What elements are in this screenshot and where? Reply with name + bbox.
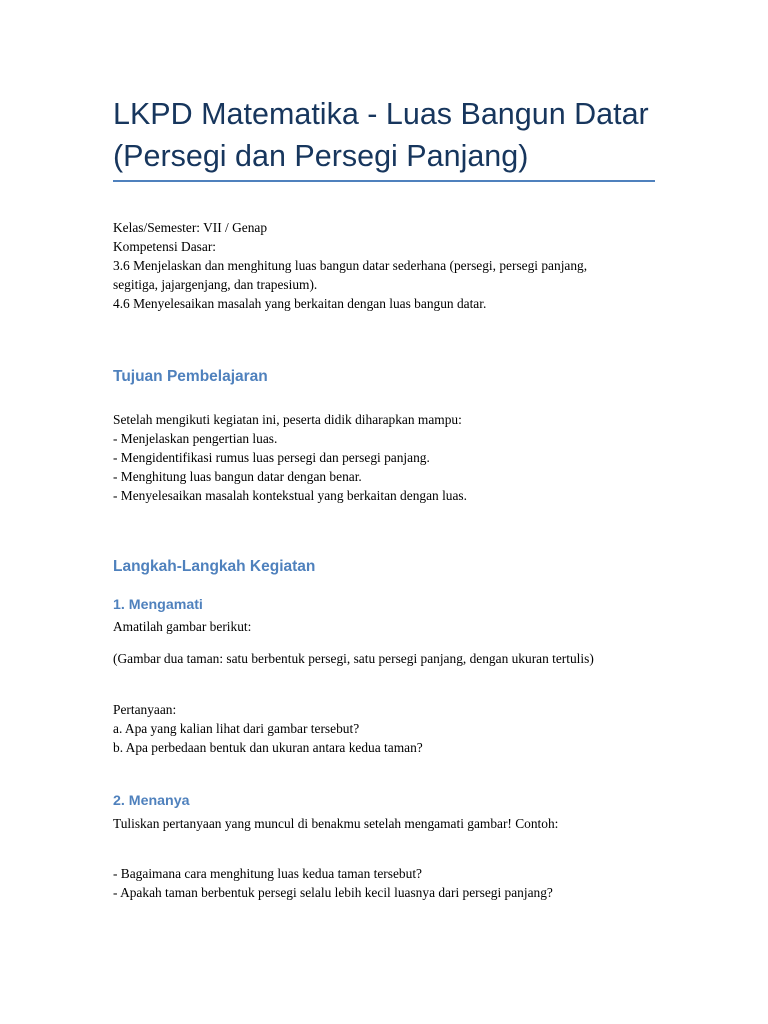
competency-3-6-line-1: 3.6 Menjelaskan dan menghitung luas bangun datar sederhana (persegi, persegi panjang, xyxy=(113,258,588,273)
tujuan-item: - Mengidentifikasi rumus luas persegi dan persegi panjang. xyxy=(113,450,430,465)
document-title-line-1: LKPD Matematika - Luas Bangun Datar xyxy=(113,97,649,131)
tujuan-list xyxy=(113,410,658,505)
menanya-instruction-text: Tuliskan pertanyaan yang muncul di benakmu setelah mengamati gambar! Contoh: xyxy=(113,816,559,831)
tujuan-item: - Menjelaskan pengertian luas. xyxy=(113,431,278,446)
competency-label: Kompetensi Dasar: xyxy=(113,239,217,254)
heading-langkah-kegiatan: Langkah-Langkah Kegiatan xyxy=(113,558,316,575)
image-placeholder-note xyxy=(113,649,658,668)
mengamati-questions xyxy=(113,700,658,757)
example-question: - Bagaimana cara menghitung luas kedua taman tersebut? xyxy=(113,866,422,881)
mengamati-instruction-text: Amatilah gambar berikut: xyxy=(113,619,252,634)
course-info xyxy=(113,218,658,313)
class-semester-text: Kelas/Semester: VII / Genap xyxy=(113,220,268,235)
example-question: - Apakah taman berbentuk persegi selalu lebih kecil luasnya dari persegi panjang? xyxy=(113,885,553,900)
title-underline xyxy=(113,180,655,182)
document-title xyxy=(113,93,658,177)
image-placeholder-text: (Gambar dua taman: satu berbentuk persegi, satu persegi panjang, dengan ukuran tertulis) xyxy=(113,651,594,666)
heading-mengamati: 1. Mengamati xyxy=(113,597,203,613)
document-title-line-2: (Persegi dan Persegi Panjang) xyxy=(113,139,529,173)
question-item: a. Apa yang kalian lihat dari gambar tersebut? xyxy=(113,721,360,736)
tujuan-item: - Menghitung luas bangun datar dengan benar. xyxy=(113,469,362,484)
tujuan-intro: Setelah mengikuti kegiatan ini, peserta didik diharapkan mampu: xyxy=(113,412,462,427)
mengamati-instruction xyxy=(113,617,658,636)
heading-tujuan-pembelajaran: Tujuan Pembelajaran xyxy=(113,368,268,385)
heading-menanya: 2. Menanya xyxy=(113,793,190,809)
competency-3-6-line-2: segitiga, jajargenjang, dan trapesium). xyxy=(113,277,318,292)
menanya-instruction xyxy=(113,814,658,833)
tujuan-item: - Menyelesaikan masalah kontekstual yang berkaitan dengan luas. xyxy=(113,488,467,503)
competency-4-6: 4.6 Menyelesaikan masalah yang berkaitan dengan luas bangun datar. xyxy=(113,296,487,311)
question-item: b. Apa perbedaan bentuk dan ukuran antara kedua taman? xyxy=(113,740,423,755)
questions-label: Pertanyaan: xyxy=(113,702,177,717)
menanya-examples xyxy=(113,864,658,902)
